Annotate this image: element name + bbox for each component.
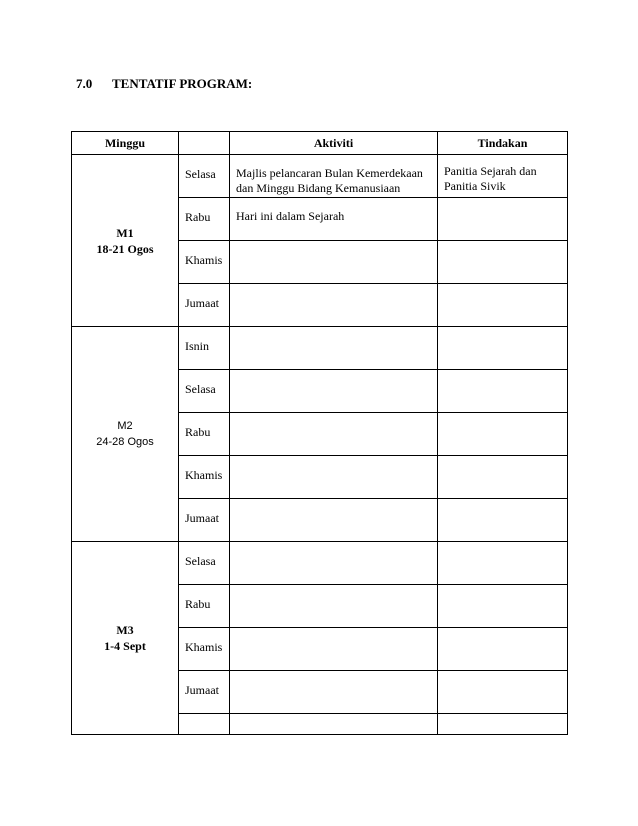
section-title: TENTATIF PROGRAM: bbox=[112, 76, 253, 91]
action-cell bbox=[438, 542, 568, 585]
section-number: 7.0 bbox=[76, 76, 93, 91]
table-header-row bbox=[72, 132, 568, 155]
action-cell: Panitia Sejarah dan Panitia Sivik bbox=[438, 155, 568, 198]
activity-cell bbox=[230, 413, 438, 456]
action-cell bbox=[438, 284, 568, 327]
activity-cell bbox=[230, 628, 438, 671]
day-cell: Selasa bbox=[179, 370, 230, 413]
week-cell-m2 bbox=[72, 327, 179, 542]
day-cell: Jumaat bbox=[179, 499, 230, 542]
week-cell-m1 bbox=[72, 155, 179, 327]
week-cell-m3 bbox=[72, 542, 179, 735]
day-cell: Jumaat bbox=[179, 671, 230, 714]
action-cell bbox=[438, 585, 568, 628]
action-cell bbox=[438, 714, 568, 735]
activity-cell bbox=[230, 585, 438, 628]
action-cell bbox=[438, 628, 568, 671]
day-cell: Khamis bbox=[179, 241, 230, 284]
day-cell: Khamis bbox=[179, 628, 230, 671]
header-activity: Aktiviti bbox=[230, 132, 438, 155]
activity-cell bbox=[230, 241, 438, 284]
week-dates: 1-4 Sept bbox=[104, 639, 146, 653]
week-label: M3 bbox=[116, 623, 134, 637]
action-cell bbox=[438, 241, 568, 284]
activity-cell bbox=[230, 370, 438, 413]
day-cell: Rabu bbox=[179, 585, 230, 628]
activity-cell bbox=[230, 456, 438, 499]
action-cell bbox=[438, 370, 568, 413]
action-cell bbox=[438, 671, 568, 714]
week-dates: 18-21 Ogos bbox=[96, 241, 154, 256]
day-cell: Selasa bbox=[179, 542, 230, 585]
activity-cell: Majlis pelancaran Bulan Kemerdekaan dan Minggu Bidang Kemanusiaan bbox=[230, 155, 438, 198]
week-dates: 24-28 Ogos bbox=[96, 436, 154, 448]
table-row bbox=[72, 542, 568, 585]
day-cell: Rabu bbox=[179, 198, 230, 241]
day-cell: Khamis bbox=[179, 456, 230, 499]
day-cell: Rabu bbox=[179, 413, 230, 456]
activity-cell bbox=[230, 499, 438, 542]
action-cell bbox=[438, 456, 568, 499]
action-cell bbox=[438, 413, 568, 456]
table-row bbox=[72, 327, 568, 370]
activity-cell bbox=[230, 542, 438, 585]
action-cell bbox=[438, 198, 568, 241]
activity-cell bbox=[230, 284, 438, 327]
header-action: Tindakan bbox=[438, 132, 568, 155]
activity-cell bbox=[230, 327, 438, 370]
day-cell bbox=[179, 714, 230, 735]
day-cell: Isnin bbox=[179, 327, 230, 370]
week-label: M2 bbox=[117, 420, 133, 432]
action-cell bbox=[438, 499, 568, 542]
day-cell: Selasa bbox=[179, 155, 230, 198]
table-row bbox=[72, 155, 568, 198]
activity-cell bbox=[230, 714, 438, 735]
section-heading bbox=[76, 76, 252, 92]
week-label: M1 bbox=[116, 225, 134, 240]
header-week: Minggu bbox=[72, 132, 179, 155]
action-cell bbox=[438, 327, 568, 370]
program-table bbox=[71, 131, 568, 735]
activity-cell bbox=[230, 671, 438, 714]
header-day bbox=[179, 132, 230, 155]
activity-cell: Hari ini dalam Sejarah bbox=[230, 198, 438, 241]
day-cell: Jumaat bbox=[179, 284, 230, 327]
